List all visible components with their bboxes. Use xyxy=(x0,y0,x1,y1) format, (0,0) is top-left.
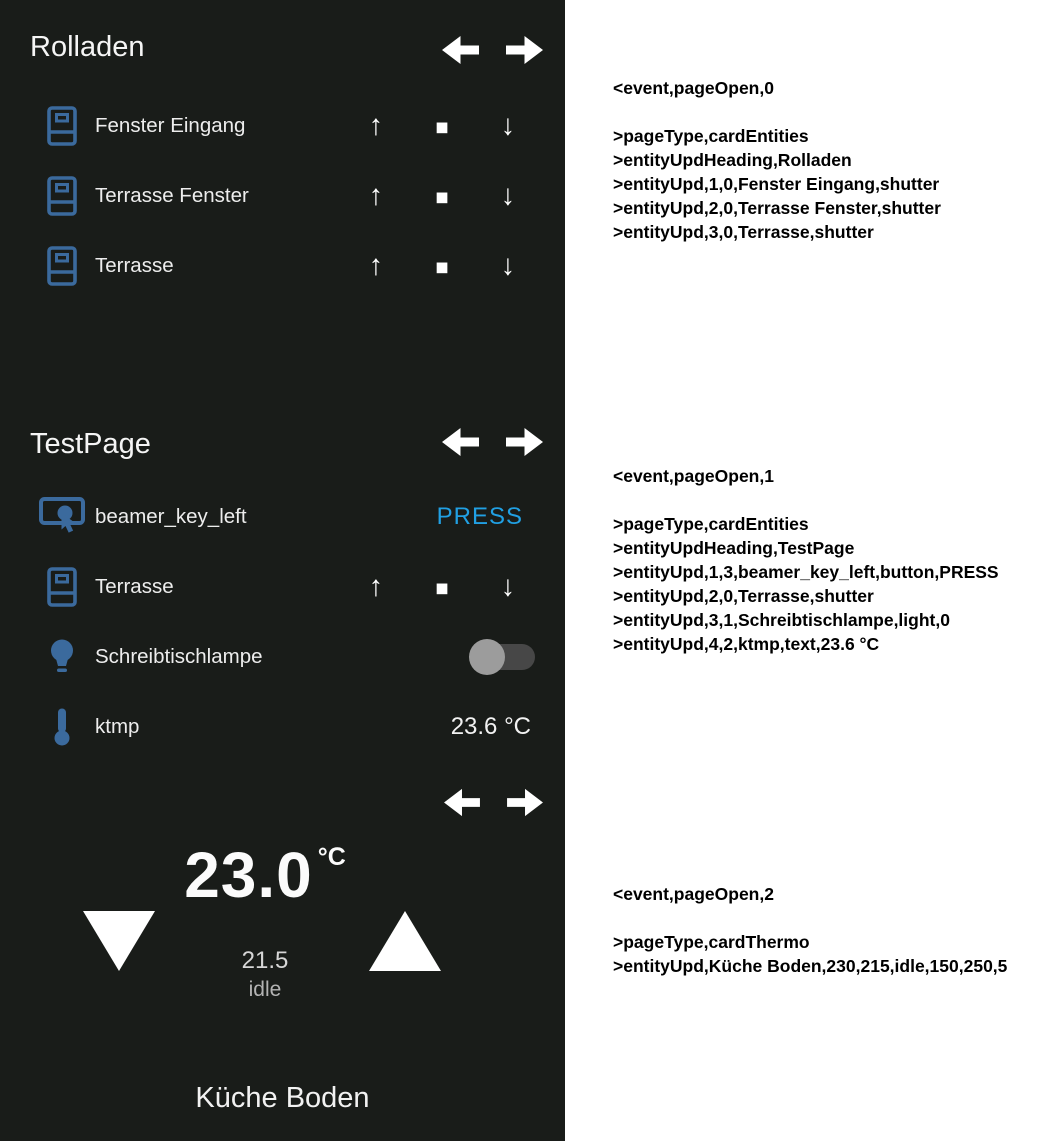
shutter-down-button[interactable]: ↓ xyxy=(500,109,516,142)
nav-right-icon[interactable] xyxy=(505,33,545,67)
entity-label: Fenster Eingang xyxy=(95,114,246,137)
protocol-line: >entityUpd,1,3,beamer_key_left,button,PRESS xyxy=(613,562,999,582)
nav-left-icon[interactable] xyxy=(442,786,481,819)
protocol-event-line: <event,pageOpen,2 xyxy=(613,884,774,904)
protocol-block xyxy=(613,464,999,656)
current-temperature-value: 23.0 xyxy=(184,839,313,911)
shutter-up-button[interactable]: ↑ xyxy=(368,179,384,212)
entity-row xyxy=(0,482,565,552)
page-nav xyxy=(440,425,545,459)
shutter-down-button[interactable]: ↓ xyxy=(500,179,516,212)
shutter-stop-button[interactable]: ■ xyxy=(435,184,449,209)
shutter-controls xyxy=(357,570,527,603)
gesture-tap-button-icon xyxy=(38,497,86,537)
nav-right-icon[interactable] xyxy=(506,786,545,819)
protocol-line: >entityUpd,1,0,Fenster Eingang,shutter xyxy=(613,174,940,194)
shutter-controls xyxy=(357,109,527,142)
protocol-line: >pageType,cardThermo xyxy=(613,932,810,952)
entity-label: Terrasse xyxy=(95,575,174,598)
shutter-down-button[interactable]: ↓ xyxy=(500,249,516,282)
card-entities-rolladen xyxy=(0,0,565,395)
entity-value: 23.6 °C xyxy=(450,713,531,740)
target-temperature-value: 21.5 xyxy=(241,947,289,974)
current-temperature-display xyxy=(150,838,380,912)
protocol-line: >pageType,cardEntities xyxy=(613,126,809,146)
entity-label: beamer_key_left xyxy=(95,505,247,528)
shutter-up-button[interactable]: ↑ xyxy=(368,109,384,142)
protocol-line: >entityUpd,2,0,Terrasse Fenster,shutter xyxy=(613,198,941,218)
shutter-controls xyxy=(357,179,527,212)
entity-label: Terrasse Fenster xyxy=(95,184,249,207)
window-shutter-icon xyxy=(38,106,86,146)
shutter-down-button[interactable]: ↓ xyxy=(500,570,516,603)
protocol-line: >entityUpd,2,0,Terrasse,shutter xyxy=(613,586,874,606)
shutter-stop-button[interactable]: ■ xyxy=(435,575,449,600)
entity-row xyxy=(0,91,565,161)
protocol-line: >pageType,cardEntities xyxy=(613,514,809,534)
protocol-line: >entityUpd,3,1,Schreibtischlampe,light,0 xyxy=(613,610,950,630)
protocol-line: >entityUpdHeading,TestPage xyxy=(613,538,855,558)
protocol-line: >entityUpd,Küche Boden,230,215,idle,150,250,5 xyxy=(613,956,1008,976)
entity-label: Terrasse xyxy=(95,254,174,277)
thermostat-title: Küche Boden xyxy=(195,1082,370,1114)
toggle-knob xyxy=(469,639,505,675)
light-toggle-switch[interactable] xyxy=(469,638,535,676)
entity-row xyxy=(0,622,565,692)
nav-left-icon[interactable] xyxy=(440,425,480,459)
nav-right-icon[interactable] xyxy=(505,425,545,459)
protocol-block xyxy=(613,76,941,244)
entity-row xyxy=(0,692,565,762)
shutter-up-button[interactable]: ↑ xyxy=(368,249,384,282)
hvac-state-label: idle xyxy=(248,978,282,1001)
nav-left-icon[interactable] xyxy=(440,33,480,67)
card-entities-testpage xyxy=(0,395,565,760)
thermometer-icon xyxy=(38,707,86,747)
protocol-event-line: <event,pageOpen,1 xyxy=(613,466,774,486)
entity-row xyxy=(0,231,565,301)
protocol-block xyxy=(613,882,1007,978)
protocol-line: >entityUpd,3,0,Terrasse,shutter xyxy=(613,222,874,242)
entity-row xyxy=(0,161,565,231)
window-shutter-icon xyxy=(38,567,86,607)
window-shutter-icon xyxy=(38,246,86,286)
entity-label: Schreibtischlampe xyxy=(95,645,263,668)
card-heading: Rolladen xyxy=(30,31,145,63)
lightbulb-icon xyxy=(38,638,86,676)
page-nav xyxy=(442,786,545,819)
shutter-controls xyxy=(357,249,527,282)
temperature-unit: °C xyxy=(317,843,346,871)
temp-decrease-button[interactable] xyxy=(82,910,156,977)
entity-row xyxy=(0,552,565,622)
protocol-event-line: <event,pageOpen,0 xyxy=(613,78,774,98)
window-shutter-icon xyxy=(38,176,86,216)
page-nav xyxy=(440,33,545,67)
shutter-stop-button[interactable]: ■ xyxy=(435,114,449,139)
shutter-up-button[interactable]: ↑ xyxy=(368,570,384,603)
protocol-line: >entityUpd,4,2,ktmp,text,23.6 °C xyxy=(613,634,880,654)
card-heading: TestPage xyxy=(30,428,151,460)
protocol-line: >entityUpdHeading,Rolladen xyxy=(613,150,852,170)
shutter-stop-button[interactable]: ■ xyxy=(435,254,449,279)
press-button[interactable]: PRESS xyxy=(436,503,523,530)
entity-label: ktmp xyxy=(95,715,140,738)
